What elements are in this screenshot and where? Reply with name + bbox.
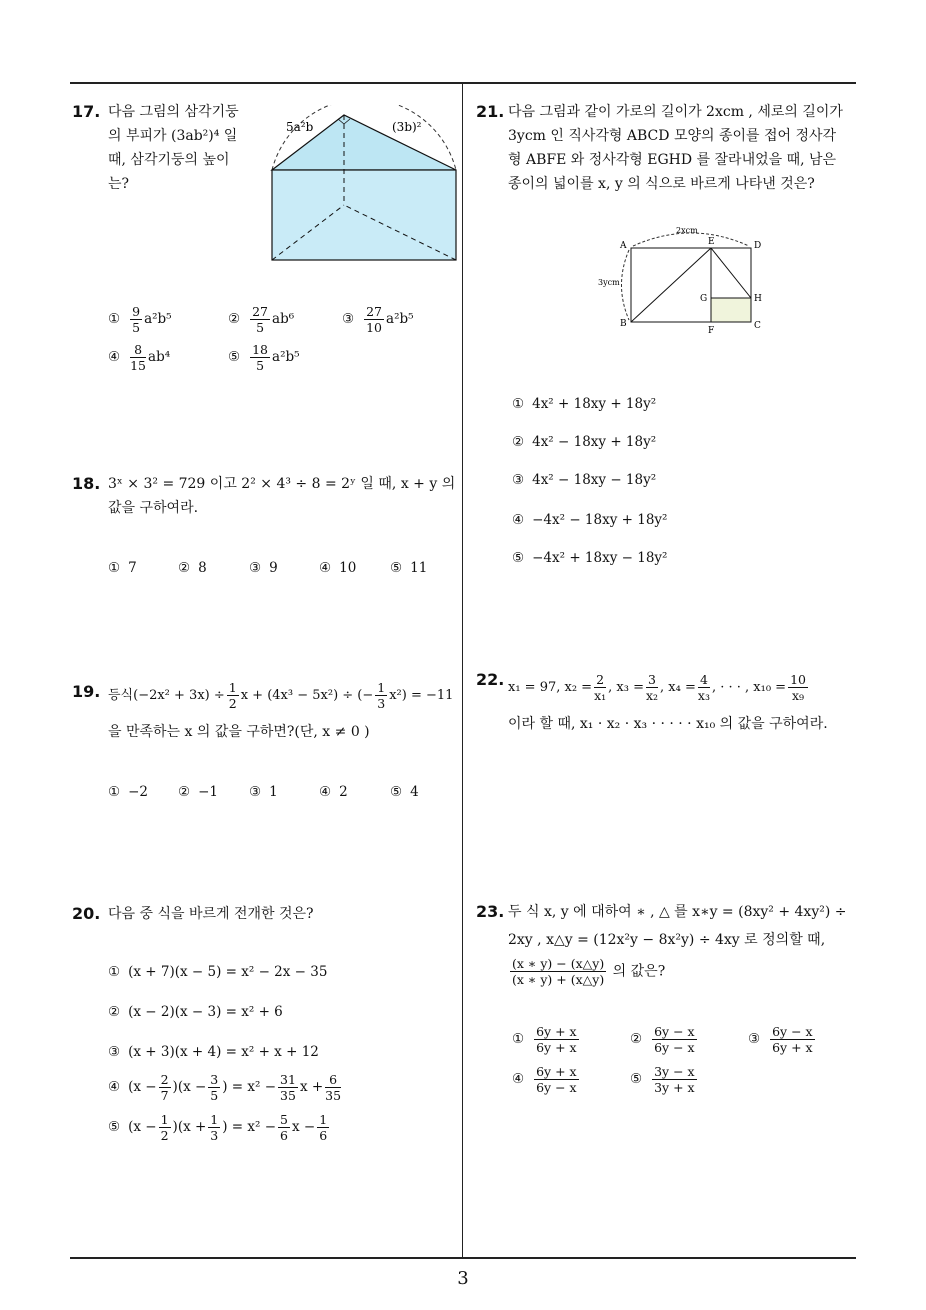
option-4[interactable]: ④ (x − $\frac{2}{7}$ )(x − $\frac{3}{5}$ ) = x² − $\frac{31}{35}$ x + $\frac{6}{35}$ — [108, 1072, 342, 1103]
question-number: 17. — [72, 102, 101, 121]
option-1[interactable]: ① −2 — [108, 784, 149, 800]
option-2[interactable]: ② −1 — [178, 784, 219, 800]
svg-text:2xcm: 2xcm — [676, 226, 698, 235]
option-3[interactable]: ③ $\frac{6y - x}{6y + x}$ — [748, 1024, 813, 1055]
option-2[interactable]: ② (x − 2)(x − 3) = x² + 6 — [108, 1004, 283, 1020]
question-text: 다음 그림의 삼각기둥 의 부피가 (3ab²)⁴ 일 때, 삼각기둥의 높이 는? — [108, 104, 239, 192]
question-number: 22. — [476, 670, 505, 689]
question-number: 20. — [72, 904, 101, 923]
question-18: 18. 3ˣ × 3² = 729 이고 2² × 4³ ÷ 8 = 2ʸ 일 때, x + y 의 값을 구하여라. ① 7 ② 8 ③ 9 ④ 10 ⑤ 11 — [72, 472, 457, 582]
option-1[interactable]: ① (x + 7)(x − 5) = x² − 2x − 35 — [108, 964, 328, 980]
question-number: 23. — [476, 902, 505, 921]
question-text-line2: 이라 할 때, x₁ · x₂ · x₃ · · · · · x₁₀ 의 값을 구하여라. — [508, 716, 828, 732]
svg-text:G: G — [700, 294, 708, 304]
option-4[interactable]: ④ 2 — [319, 784, 348, 800]
label-left: 5a²b — [286, 120, 314, 134]
option-3[interactable]: ③ (x + 3)(x + 4) = x² + x + 12 — [108, 1044, 319, 1060]
svg-text:C: C — [754, 321, 761, 331]
column-divider — [462, 82, 463, 1258]
svg-text:D: D — [754, 241, 762, 251]
question-20 — [72, 902, 457, 1162]
option-5[interactable]: ⑤ $\frac{18}{5}$ a²b⁵ — [228, 342, 300, 373]
svg-text:F: F — [708, 326, 715, 336]
prism-figure — [268, 105, 460, 265]
option-5[interactable]: ⑤ $\frac{3y - x}{3y + x}$ — [630, 1064, 695, 1095]
question-21 — [476, 100, 861, 580]
rectangle-figure — [596, 224, 766, 338]
question-23: 23. 두 식 x, y 에 대하여 ∗ , △ 를 x∗y = (8xy² + 4xy²) ÷ 2xy , x△y = (12x²y − 8x²y) ÷ 4xy 로 정의할 때, $\frac{(x ∗ y) - (x\triangle y)}{(x ∗ y) + (x\triangle y)}$ 의 값은? ① $\frac{6y + x}{6y + x}$ ② $\frac{6y - x}{6y - x}$ ③ $\frac{6y - x}{6y + x}$ ④ $\frac{6y + x}{6y - x}$ ⑤ $\frac{3y - x}{3y + x}$ — [476, 902, 847, 1095]
option-1[interactable]: ① $\frac{6y + x}{6y + x}$ — [512, 1024, 577, 1055]
question-text: 두 식 x, y 에 대하여 ∗ , △ 를 x∗y = (8xy² + 4xy²) ÷ — [508, 904, 847, 920]
option-1[interactable]: ① 4x² + 18xy + 18y² — [512, 396, 657, 412]
question-22: 22. x₁ = 97, x₂ = $\frac{2}{\text{x₁}}$ , x₃ = $\frac{3}{\text{x₂}}$ , x₄ = $\frac{4}{\text{x₃}}$ , · · · , x₁₀ = $\frac{10}{\text{x₉}}$ 이라 할 때, x₁ · x₂ · x₃ · · · · · x₁₀ 의 값을 구하여라. — [476, 668, 861, 748]
option-2[interactable]: ② 4x² − 18xy + 18y² — [512, 434, 657, 450]
option-4[interactable]: ④ −4x² − 18xy + 18y² — [512, 512, 668, 528]
svg-text:3ycm: 3ycm — [598, 278, 620, 287]
bottom-rule — [70, 1257, 856, 1259]
option-3[interactable]: ③ 9 — [249, 560, 278, 576]
option-1[interactable]: ① $\frac{9}{5}$ a²b⁵ — [108, 304, 172, 335]
option-3[interactable]: ③ 4x² − 18xy − 18y² — [512, 472, 657, 488]
option-2[interactable]: ② 8 — [178, 560, 207, 576]
svg-text:E: E — [708, 237, 715, 247]
option-4[interactable]: ④ 10 — [319, 560, 357, 576]
option-5[interactable]: ⑤ (x − $\frac{1}{2}$ )(x + $\frac{1}{3}$ ) = x² − $\frac{5}{6}$ x − $\frac{1}{6}$ — [108, 1112, 328, 1143]
question-text: 다음 그림과 같이 가로의 길이가 2xcm , 세로의 길이가 3ycm 인 직사각형 ABCD 모양의 종이를 접어 정사각 형 ABFE 와 정사각형 EGHD 를 잘라내었을 때, 남은 종이의 넓이를 x, y 의 식으로 바르게 나타낸 것은? — [508, 104, 843, 192]
question-number: 19. — [72, 682, 101, 701]
option-5[interactable]: ⑤ 11 — [390, 560, 428, 576]
question-number: 18. — [72, 474, 101, 493]
question-19: 19. 등식(−2x² + 3x) ÷ $\frac{1}{2}$ x + (4x³ − 5x²) ÷ (− $\frac{1}{3}$ x²) = −11 을 만족하는 x 의 값을 구하면?(단, x ≠ 0 ) ① −2 ② −1 ③ 1 ④ 2 ⑤ 4 — [72, 680, 457, 800]
option-3[interactable]: ③ $\frac{27}{10}$ a²b⁵ — [342, 304, 414, 335]
question-17 — [72, 100, 457, 400]
svg-text:A: A — [620, 241, 627, 251]
option-4[interactable]: ④ $\frac{8}{15}$ ab⁴ — [108, 342, 171, 373]
option-5[interactable]: ⑤ −4x² + 18xy − 18y² — [512, 550, 668, 566]
option-5[interactable]: ⑤ 4 — [390, 784, 419, 800]
option-1[interactable]: ① 7 — [108, 560, 137, 576]
option-2[interactable]: ② $\frac{27}{5}$ ab⁶ — [228, 304, 295, 335]
question-text: 3ˣ × 3² = 729 이고 2² × 4³ ÷ 8 = 2ʸ 일 때, x + y 의 — [108, 476, 456, 492]
label-right: (3b)² — [392, 120, 422, 134]
question-text: 다음 중 식을 바르게 전개한 것은? — [108, 906, 314, 922]
svg-text:H: H — [754, 294, 762, 304]
question-number: 21. — [476, 102, 505, 121]
option-3[interactable]: ③ 1 — [249, 784, 278, 800]
page-number: 3 — [457, 1268, 469, 1289]
option-2[interactable]: ② $\frac{6y - x}{6y - x}$ — [630, 1024, 695, 1055]
option-4[interactable]: ④ $\frac{6y + x}{6y - x}$ — [512, 1064, 577, 1095]
svg-text:B: B — [620, 319, 627, 329]
question-text-line2: 을 만족하는 x 의 값을 구하면?(단, x ≠ 0 ) — [108, 724, 370, 740]
